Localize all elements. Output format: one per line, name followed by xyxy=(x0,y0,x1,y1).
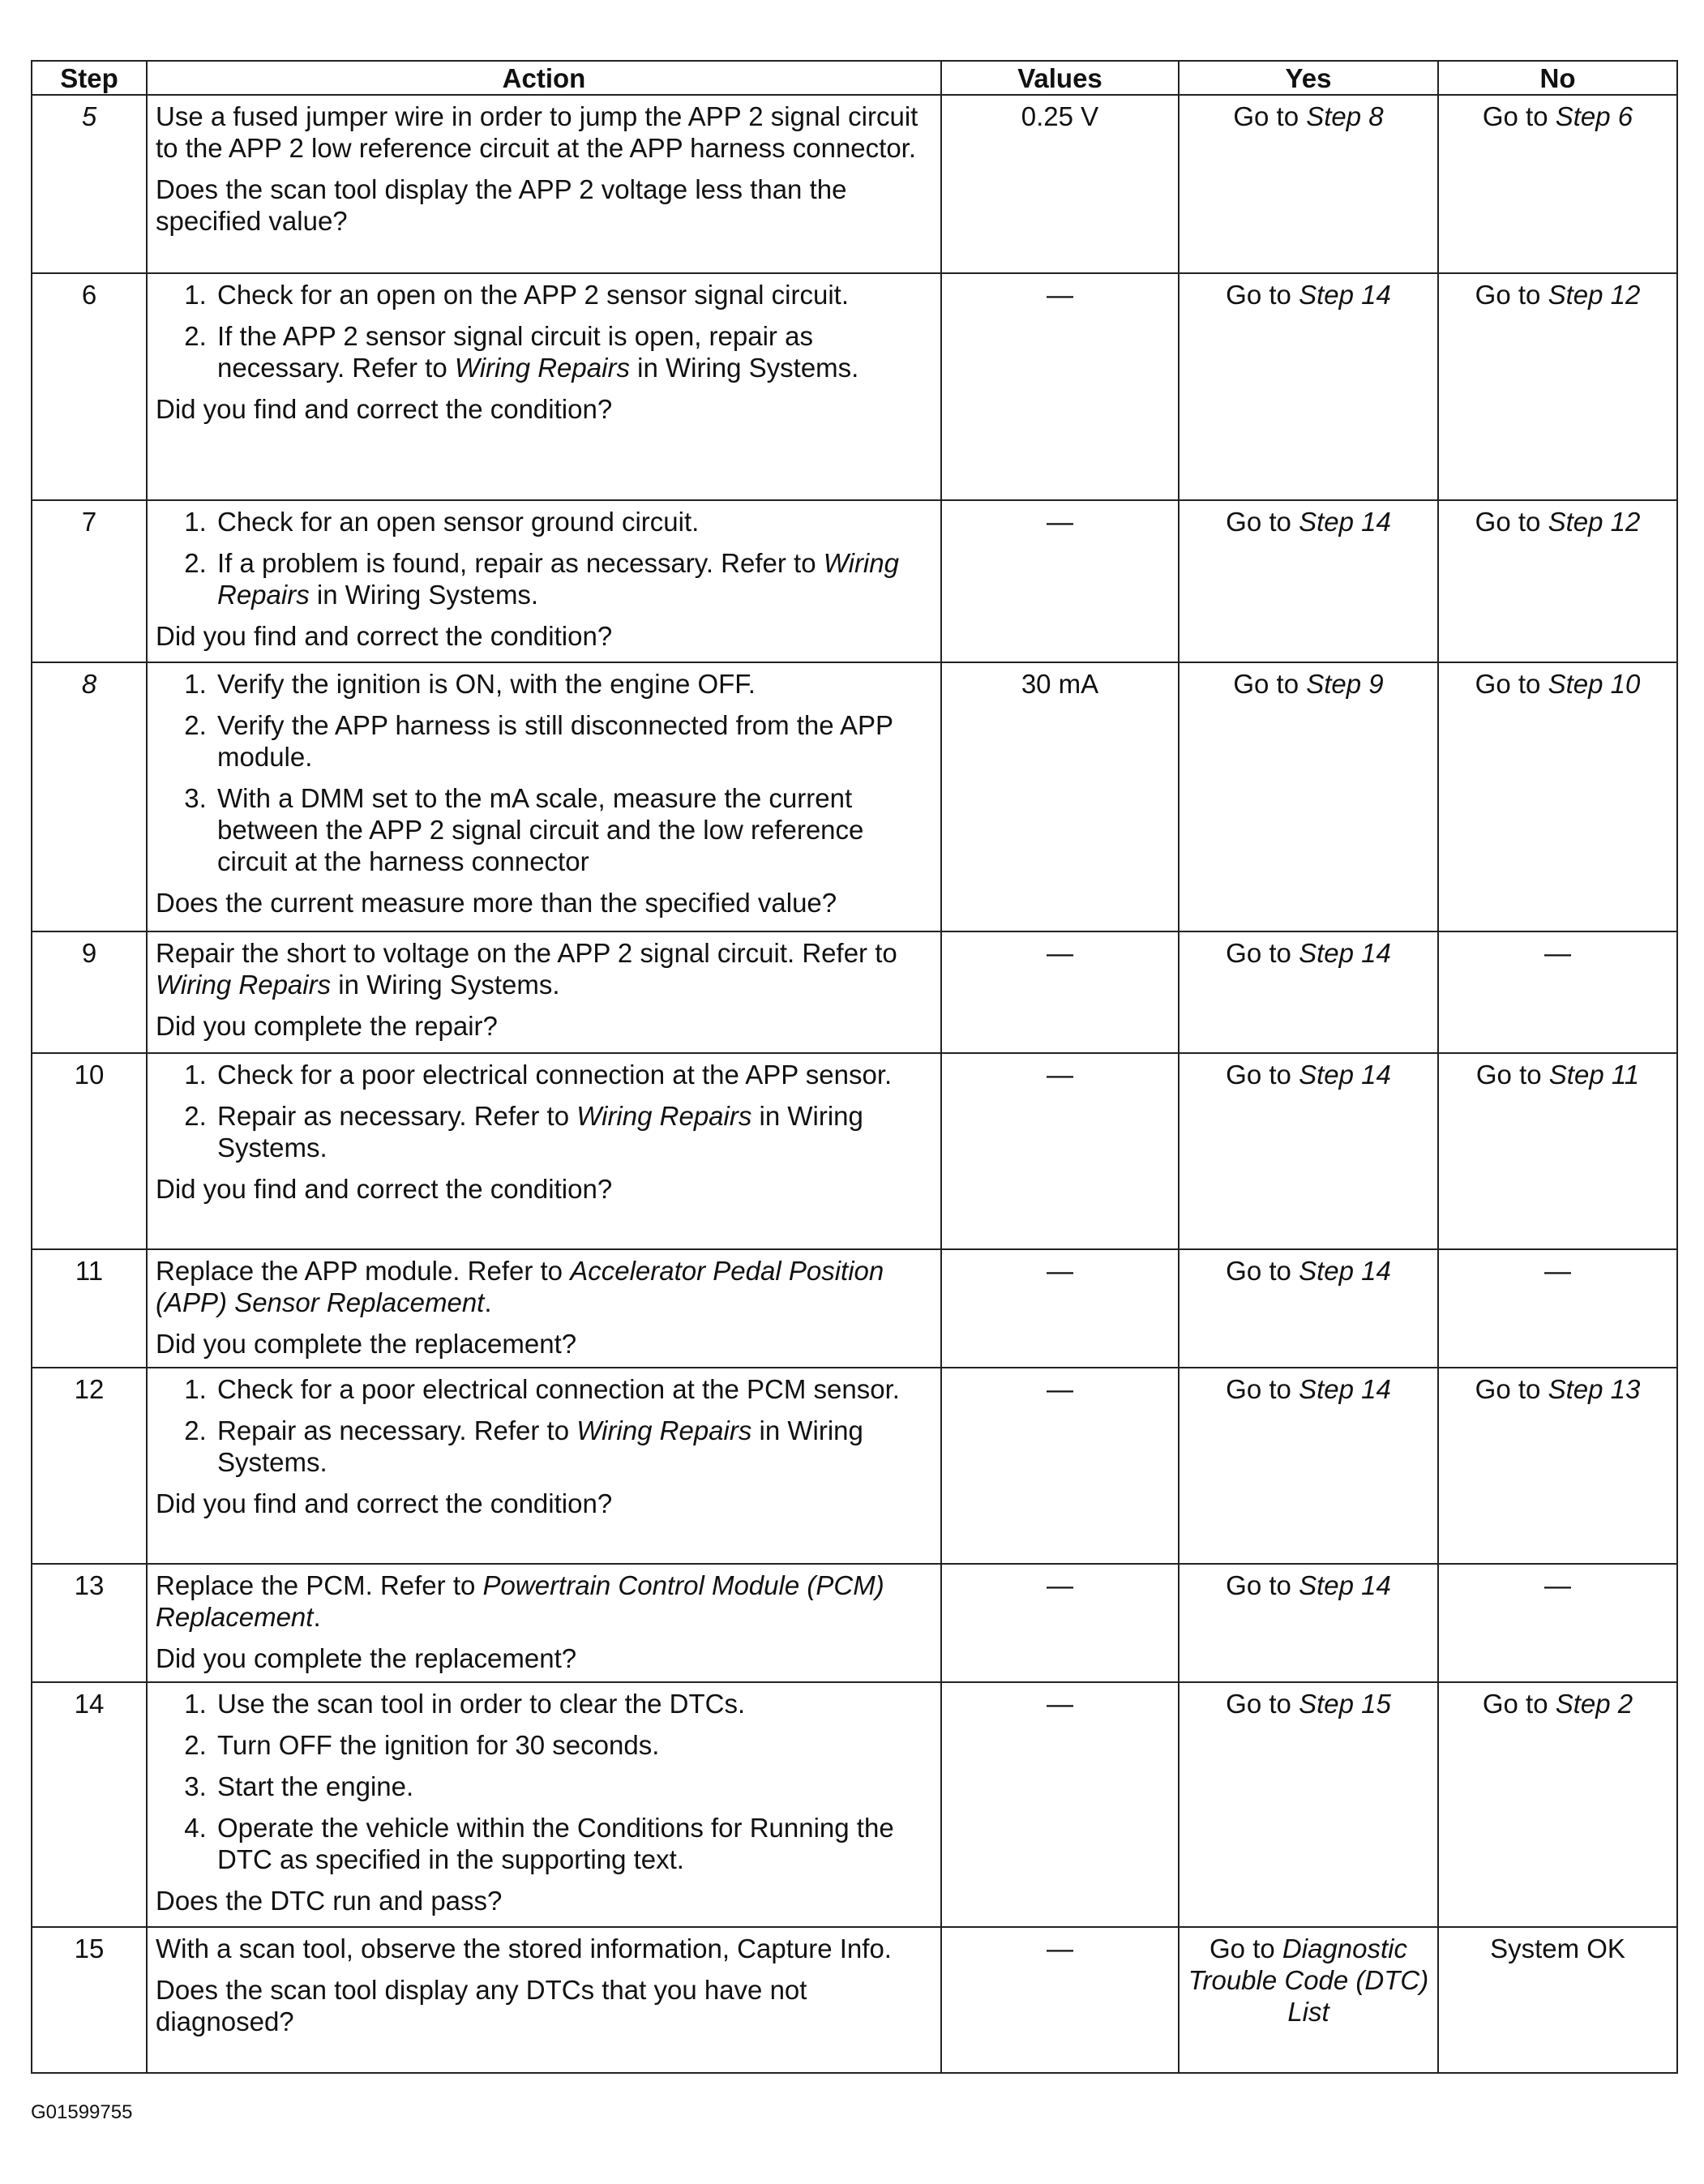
table-row xyxy=(32,273,1677,500)
list-item xyxy=(214,547,932,610)
action-list xyxy=(156,1688,932,1875)
no-prefix: Go to xyxy=(1475,1060,1549,1090)
diagnostic-table xyxy=(31,60,1678,2074)
step-number: 5 xyxy=(32,95,147,273)
yes-cell xyxy=(1179,931,1438,1053)
no-link[interactable]: Step 10 xyxy=(1548,669,1641,699)
no-prefix: Go to xyxy=(1475,669,1548,699)
yes-link[interactable]: Step 15 xyxy=(1299,1689,1391,1719)
action-text xyxy=(156,1255,932,1318)
no-link[interactable]: Step 2 xyxy=(1555,1689,1633,1719)
yes-link[interactable]: Step 9 xyxy=(1306,669,1384,699)
list-item: 4. Operate the vehicle within the Conditions for Running the DTC as specified in the supporting text. xyxy=(214,1812,932,1875)
list-text: in Wiring Systems. xyxy=(309,580,539,610)
list-text: in Wiring Systems. xyxy=(217,1415,863,1477)
action-question: Did you complete the replacement? xyxy=(156,1329,577,1359)
no-link[interactable]: Step 12 xyxy=(1548,280,1641,310)
action-list xyxy=(156,668,932,877)
no-prefix: Go to xyxy=(1482,101,1556,131)
yes-cell xyxy=(1179,662,1438,931)
yes-link[interactable]: Step 14 xyxy=(1299,507,1391,537)
action-question: Does the scan tool display any DTCs that you have not diagnosed? xyxy=(156,1975,807,2036)
list-text: If a problem is found, repair as necessary. Refer to xyxy=(217,548,824,578)
value-cell: — xyxy=(941,500,1179,662)
table-row xyxy=(32,931,1677,1053)
list-item: 2. Turn OFF the ignition for 30 seconds. xyxy=(214,1729,932,1761)
no-cell: — xyxy=(1438,1564,1677,1682)
table-row xyxy=(32,1927,1677,2073)
table-row xyxy=(32,500,1677,662)
ref-link[interactable]: Wiring Repairs xyxy=(576,1101,752,1131)
list-text: If the APP 2 sensor signal circuit is open, repair as necessary. Refer to xyxy=(217,321,813,383)
list-item: 1. Check for a poor electrical connection at the PCM sensor. xyxy=(214,1373,932,1405)
action-text: Use a fused jumper wire in order to jump the APP 2 signal circuit to the APP 2 low reference circuit at the APP harness connector. xyxy=(156,101,918,163)
no-cell: — xyxy=(1438,1249,1677,1368)
step-number: 15 xyxy=(32,1927,147,2073)
value-cell: — xyxy=(941,1368,1179,1564)
yes-prefix: Go to xyxy=(1226,938,1299,968)
action-text-part: Repair the short to voltage on the APP 2 signal circuit. Refer to xyxy=(156,938,897,968)
value-cell: — xyxy=(941,1682,1179,1927)
step-number: 12 xyxy=(32,1368,147,1564)
list-item: 1. Check for a poor electrical connection at the APP sensor. xyxy=(214,1059,932,1090)
value-cell: — xyxy=(941,931,1179,1053)
yes-prefix: Go to xyxy=(1226,1060,1299,1090)
list-text: in Wiring Systems. xyxy=(629,353,859,383)
action-text xyxy=(156,1569,932,1633)
value-cell: 0.25 V xyxy=(941,95,1179,273)
value-cell: 30 mA xyxy=(941,662,1179,931)
step-number: 14 xyxy=(32,1682,147,1927)
yes-link[interactable]: Diagnostic Trouble Code (DTC) List xyxy=(1188,1933,1429,2027)
yes-link[interactable]: Step 14 xyxy=(1299,280,1391,310)
ref-link[interactable]: Wiring Repairs xyxy=(576,1415,752,1445)
header-step: Step xyxy=(32,61,147,95)
no-link[interactable]: Step 13 xyxy=(1548,1374,1641,1404)
header-yes: Yes xyxy=(1179,61,1438,95)
list-item xyxy=(214,1100,932,1163)
action-list xyxy=(156,279,932,383)
yes-link[interactable]: Step 14 xyxy=(1299,1570,1391,1600)
list-text: Repair as necessary. Refer to xyxy=(217,1101,577,1131)
header-row xyxy=(32,61,1677,95)
action-cell xyxy=(147,1682,941,1927)
action-question: Did you complete the repair? xyxy=(156,1011,498,1041)
no-link[interactable]: Step 11 xyxy=(1548,1060,1640,1090)
list-item: 2. Verify the APP harness is still disconnected from the APP module. xyxy=(214,709,932,773)
yes-prefix: Go to xyxy=(1233,101,1307,131)
step-number: 7 xyxy=(32,500,147,662)
yes-cell xyxy=(1179,1564,1438,1682)
action-text-part: in Wiring Systems. xyxy=(331,970,560,1000)
action-cell xyxy=(147,931,941,1053)
action-question: Does the DTC run and pass? xyxy=(156,1886,503,1916)
no-prefix: Go to xyxy=(1475,1374,1548,1404)
ref-link[interactable]: Wiring Repairs xyxy=(454,353,630,383)
step-number: 6 xyxy=(32,273,147,500)
no-cell xyxy=(1438,1368,1677,1564)
step-number: 9 xyxy=(32,931,147,1053)
yes-cell xyxy=(1179,273,1438,500)
action-list xyxy=(156,1059,932,1163)
yes-prefix: Go to xyxy=(1209,1933,1282,1963)
action-text-part: . xyxy=(313,1602,321,1632)
no-prefix: Go to xyxy=(1475,507,1548,537)
action-text-part: Replace the PCM. Refer to xyxy=(156,1570,483,1600)
no-cell xyxy=(1438,1682,1677,1927)
value-cell: — xyxy=(941,273,1179,500)
action-cell xyxy=(147,95,941,273)
action-list xyxy=(156,506,932,610)
yes-cell xyxy=(1179,95,1438,273)
yes-link[interactable]: Step 14 xyxy=(1299,1374,1391,1404)
list-item: 1. Verify the ignition is ON, with the engine OFF. xyxy=(214,668,932,700)
list-item: 3. With a DMM set to the mA scale, measure the current between the APP 2 signal circuit and the low reference circuit at the harness connector xyxy=(214,782,932,877)
action-cell xyxy=(147,500,941,662)
no-link[interactable]: Step 12 xyxy=(1548,507,1641,537)
action-text-part: . xyxy=(484,1287,492,1317)
yes-link[interactable]: Step 14 xyxy=(1299,1060,1391,1090)
no-cell: System OK xyxy=(1438,1927,1677,2073)
action-text-part: Replace the APP module. Refer to xyxy=(156,1256,571,1286)
action-question: Did you find and correct the condition? xyxy=(156,1174,613,1204)
figure-id: G01599755 xyxy=(31,2101,133,2123)
list-item: 1. Check for an open sensor ground circuit. xyxy=(214,506,932,537)
list-item xyxy=(214,320,932,383)
action-question: Did you find and correct the condition? xyxy=(156,621,613,651)
yes-prefix: Go to xyxy=(1226,280,1299,310)
ref-link[interactable]: Powertrain Control Module (PCM) Replacement xyxy=(156,1570,884,1632)
yes-prefix: Go to xyxy=(1226,1570,1299,1600)
header-values: Values xyxy=(941,61,1179,95)
table-row xyxy=(32,1564,1677,1682)
value-cell: — xyxy=(941,1053,1179,1249)
action-cell xyxy=(147,1249,941,1368)
action-cell xyxy=(147,1927,941,2073)
yes-prefix: Go to xyxy=(1233,669,1307,699)
yes-prefix: Go to xyxy=(1226,1256,1299,1286)
action-cell xyxy=(147,662,941,931)
list-item: 1. Check for an open on the APP 2 sensor signal circuit. xyxy=(214,279,932,310)
table-row xyxy=(32,1368,1677,1564)
yes-cell xyxy=(1179,1368,1438,1564)
no-cell xyxy=(1438,273,1677,500)
table-row xyxy=(32,1682,1677,1927)
value-cell: — xyxy=(941,1927,1179,2073)
step-number: 10 xyxy=(32,1053,147,1249)
table-row xyxy=(32,662,1677,931)
yes-cell xyxy=(1179,500,1438,662)
list-text: in Wiring Systems. xyxy=(217,1101,863,1163)
no-cell xyxy=(1438,1053,1677,1249)
action-cell xyxy=(147,1368,941,1564)
yes-link[interactable]: Step 8 xyxy=(1306,101,1384,131)
yes-prefix: Go to xyxy=(1226,1374,1299,1404)
list-item: 3. Start the engine. xyxy=(214,1771,932,1802)
action-text: With a scan tool, observe the stored information, Capture Info. xyxy=(156,1933,892,1963)
yes-link[interactable]: Step 14 xyxy=(1299,1256,1391,1286)
no-prefix: Go to xyxy=(1482,1689,1556,1719)
ref-link[interactable]: Wiring Repairs xyxy=(217,548,899,610)
action-question: Did you complete the replacement? xyxy=(156,1643,577,1673)
table-row xyxy=(32,1249,1677,1368)
yes-cell xyxy=(1179,1053,1438,1249)
list-item xyxy=(214,1415,932,1478)
action-cell xyxy=(147,273,941,500)
step-number: 11 xyxy=(32,1249,147,1368)
action-list xyxy=(156,1373,932,1478)
yes-cell xyxy=(1179,1249,1438,1368)
list-item: 1. Use the scan tool in order to clear the DTCs. xyxy=(214,1688,932,1719)
value-cell: — xyxy=(941,1564,1179,1682)
yes-cell xyxy=(1179,1927,1438,2073)
table-row xyxy=(32,1053,1677,1249)
no-link[interactable]: Step 6 xyxy=(1555,101,1633,131)
action-text xyxy=(156,937,932,1000)
yes-link[interactable]: Step 14 xyxy=(1299,938,1391,968)
action-cell xyxy=(147,1564,941,1682)
action-question: Did you find and correct the condition? xyxy=(156,394,613,424)
no-cell xyxy=(1438,662,1677,931)
yes-cell xyxy=(1179,1682,1438,1927)
step-number: 8 xyxy=(32,662,147,931)
ref-link[interactable]: Wiring Repairs xyxy=(156,970,332,1000)
list-text: Repair as necessary. Refer to xyxy=(217,1415,577,1445)
no-cell: — xyxy=(1438,931,1677,1053)
no-prefix: Go to xyxy=(1475,280,1548,310)
table-row xyxy=(32,95,1677,273)
action-question: Did you find and correct the condition? xyxy=(156,1488,613,1518)
ref-link[interactable]: Accelerator Pedal Position (APP) Sensor Replacement xyxy=(156,1256,884,1317)
no-cell xyxy=(1438,500,1677,662)
step-number: 13 xyxy=(32,1564,147,1682)
action-cell xyxy=(147,1053,941,1249)
no-cell xyxy=(1438,95,1677,273)
yes-prefix: Go to xyxy=(1226,1689,1299,1719)
value-cell: — xyxy=(941,1249,1179,1368)
header-no: No xyxy=(1438,61,1677,95)
yes-prefix: Go to xyxy=(1226,507,1299,537)
action-question: Does the current measure more than the specified value? xyxy=(156,888,837,918)
header-action: Action xyxy=(147,61,941,95)
action-question: Does the scan tool display the APP 2 voltage less than the specified value? xyxy=(156,174,847,236)
